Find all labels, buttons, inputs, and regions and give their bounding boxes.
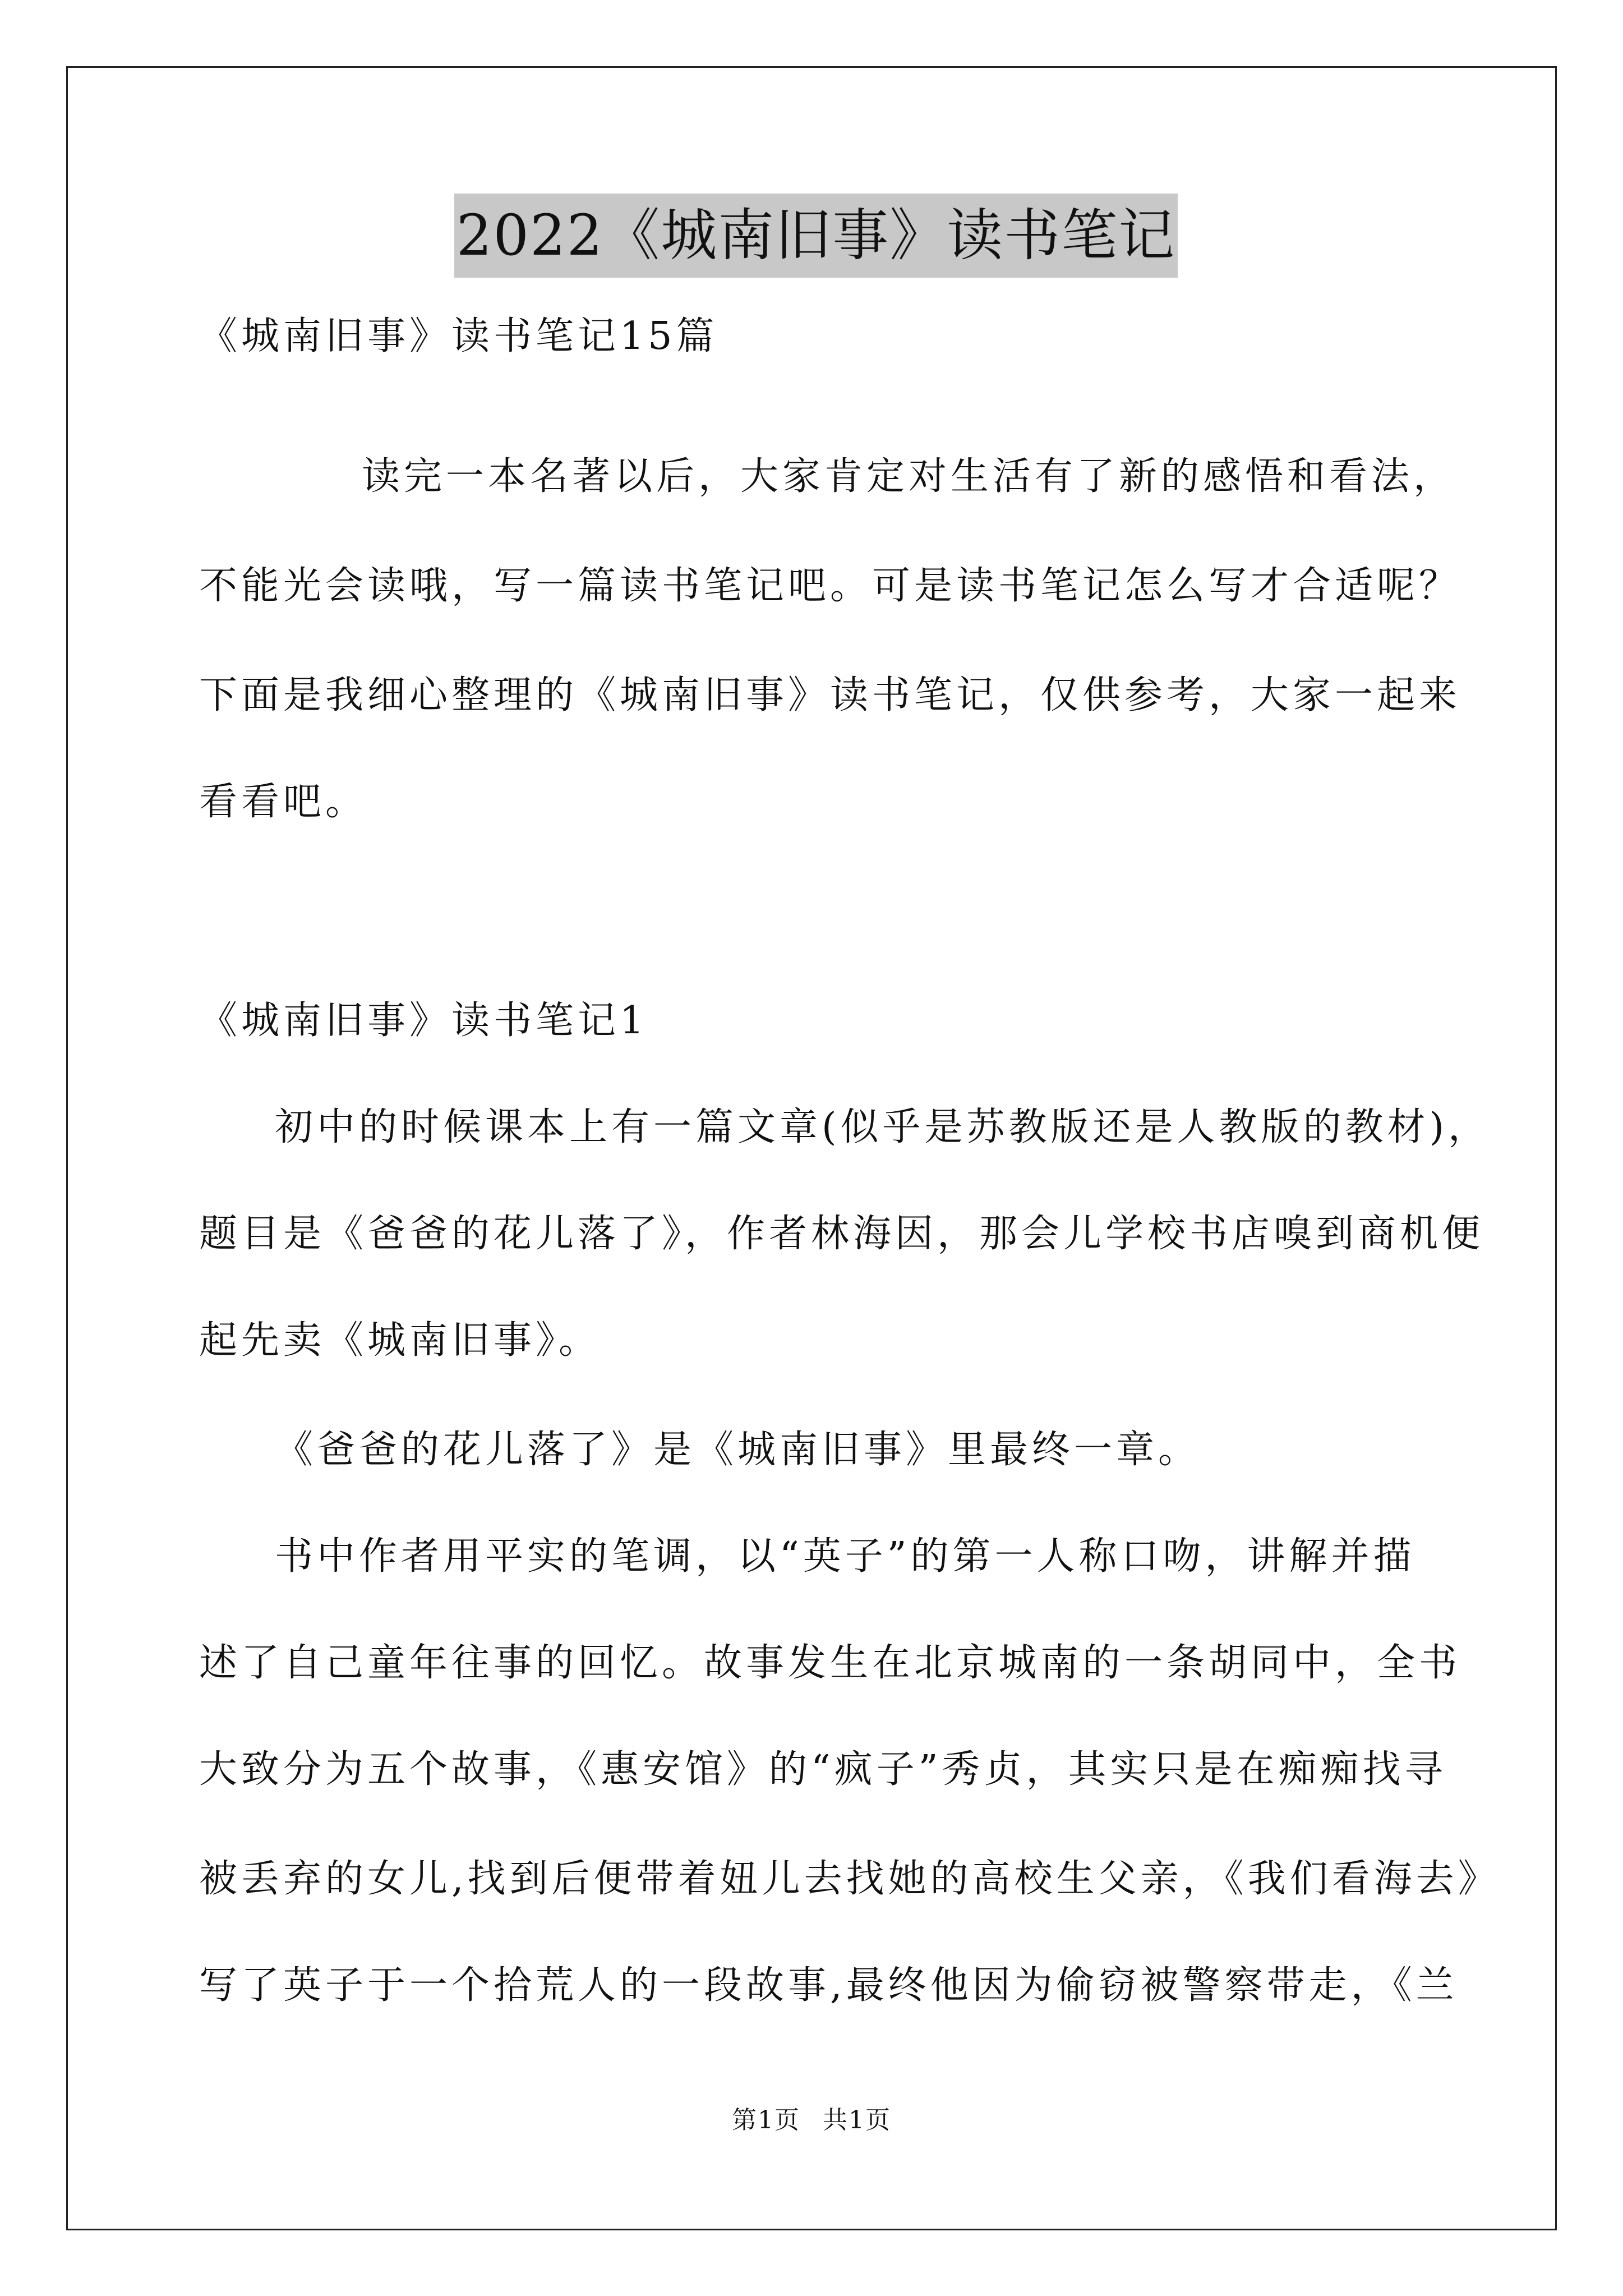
paragraph-line: 述了自己童年往事的回忆。故事发生在北京城南的一条胡同中，全书 xyxy=(199,1641,1461,1685)
paragraph-line: 大致分为五个故事，《惠安馆》的“疯子”秀贞，其实只是在痴痴找寻 xyxy=(199,1747,1447,1792)
section-heading: 《城南旧事》读书笔记1 xyxy=(199,999,648,1043)
document-subtitle: 《城南旧事》读书笔记15篇 xyxy=(199,314,718,358)
paragraph-line: 题目是《爸爸的花儿落了》，作者林海因，那会儿学校书店嗅到商机便 xyxy=(199,1212,1484,1256)
paragraph-line: 被丢弃的女儿,找到后便带着妞儿去找她的高校生父亲，《我们看海去》 xyxy=(199,1857,1500,1901)
paragraph-line: 《爸爸的花儿落了》是《城南旧事》里最终一章。 xyxy=(275,1428,1201,1472)
intro-line: 不能光会读哦，写一篇读书笔记吧。可是读书笔记怎么写才合适呢？ xyxy=(199,564,1461,608)
page-footer xyxy=(0,2104,1623,2137)
paragraph-line: 初中的时候课本上有一篇文章(似乎是苏教版还是人教版的教材)， xyxy=(275,1105,1491,1149)
intro-line: 读完一本名著以后，大家肯定对生活有了新的感悟和看法， xyxy=(362,454,1456,499)
page-number-current: 第1页 xyxy=(732,2106,800,2134)
intro-line: 下面是我细心整理的《城南旧事》读书笔记，仅供参考，大家一起来 xyxy=(199,673,1461,717)
page-number-total: 共1页 xyxy=(823,2106,891,2134)
intro-line: 看看吧。 xyxy=(199,780,368,824)
title-block xyxy=(199,194,1433,278)
paragraph-line: 写了英子于一个拾荒人的一段故事,最终他因为偷窃被警察带走，《兰 xyxy=(199,1963,1458,2008)
paragraph-line: 书中作者用平实的笔调，以“英子”的第一人称口吻，讲解并描 xyxy=(275,1534,1415,1579)
paragraph-line: 起先卖《城南旧事》。 xyxy=(199,1318,601,1363)
document-title: 2022《城南旧事》读书笔记 xyxy=(454,194,1178,278)
